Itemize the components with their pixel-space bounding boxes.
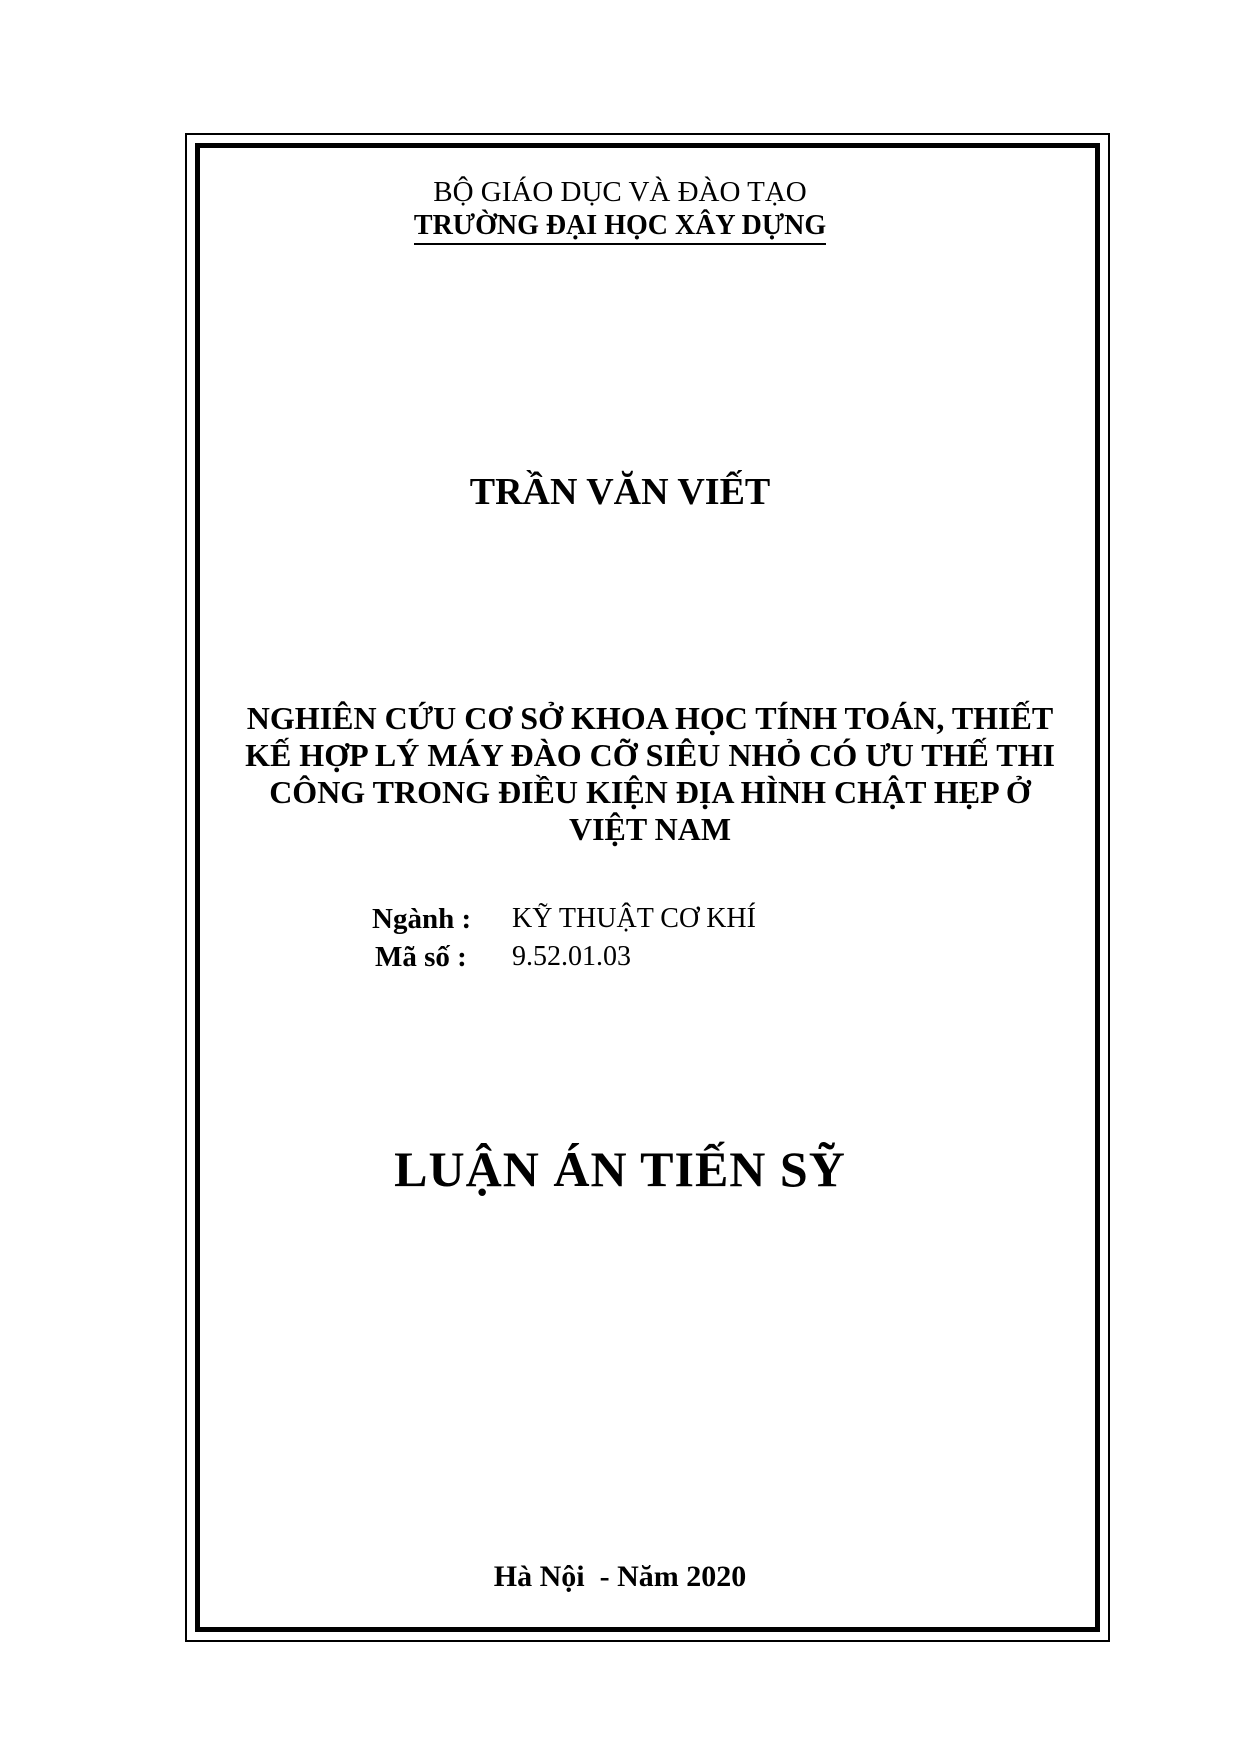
major-value: KỸ THUẬT CƠ KHÍ	[512, 903, 756, 934]
thesis-title-line-2: KẾ HỢP LÝ MÁY ĐÀO CỠ SIÊU NHỎ CÓ ƯU THẾ THI	[245, 737, 1055, 773]
thesis-title-line-3: CÔNG TRONG ĐIỀU KIỆN ĐỊA HÌNH CHẬT HẸP Ở	[269, 774, 1031, 810]
inner-border-frame	[195, 143, 1100, 1632]
major-label: Ngành :	[372, 903, 472, 935]
author-name: TRẦN VĂN VIẾT	[469, 471, 771, 513]
code-label: Mã số :	[375, 941, 467, 973]
ministry-name: BỘ GIÁO DỤC VÀ ĐÀO TẠO	[433, 176, 807, 208]
degree-title: LUẬN ÁN TIẾN SỸ	[394, 1141, 846, 1197]
code-value: 9.52.01.03	[512, 941, 631, 972]
thesis-title-line-4: VIỆT NAM	[568, 811, 732, 847]
thesis-title-line-1: NGHIÊN CỨU CƠ SỞ KHOA HỌC TÍNH TOÁN, THIẾT	[246, 700, 1054, 736]
place-and-year: Hà Nội - Năm 2020	[493, 1560, 747, 1593]
thesis-title	[220, 700, 1080, 848]
university-name-container	[0, 210, 1240, 242]
university-name: TRƯỜNG ĐẠI HỌC XÂY DỰNG	[414, 210, 826, 245]
